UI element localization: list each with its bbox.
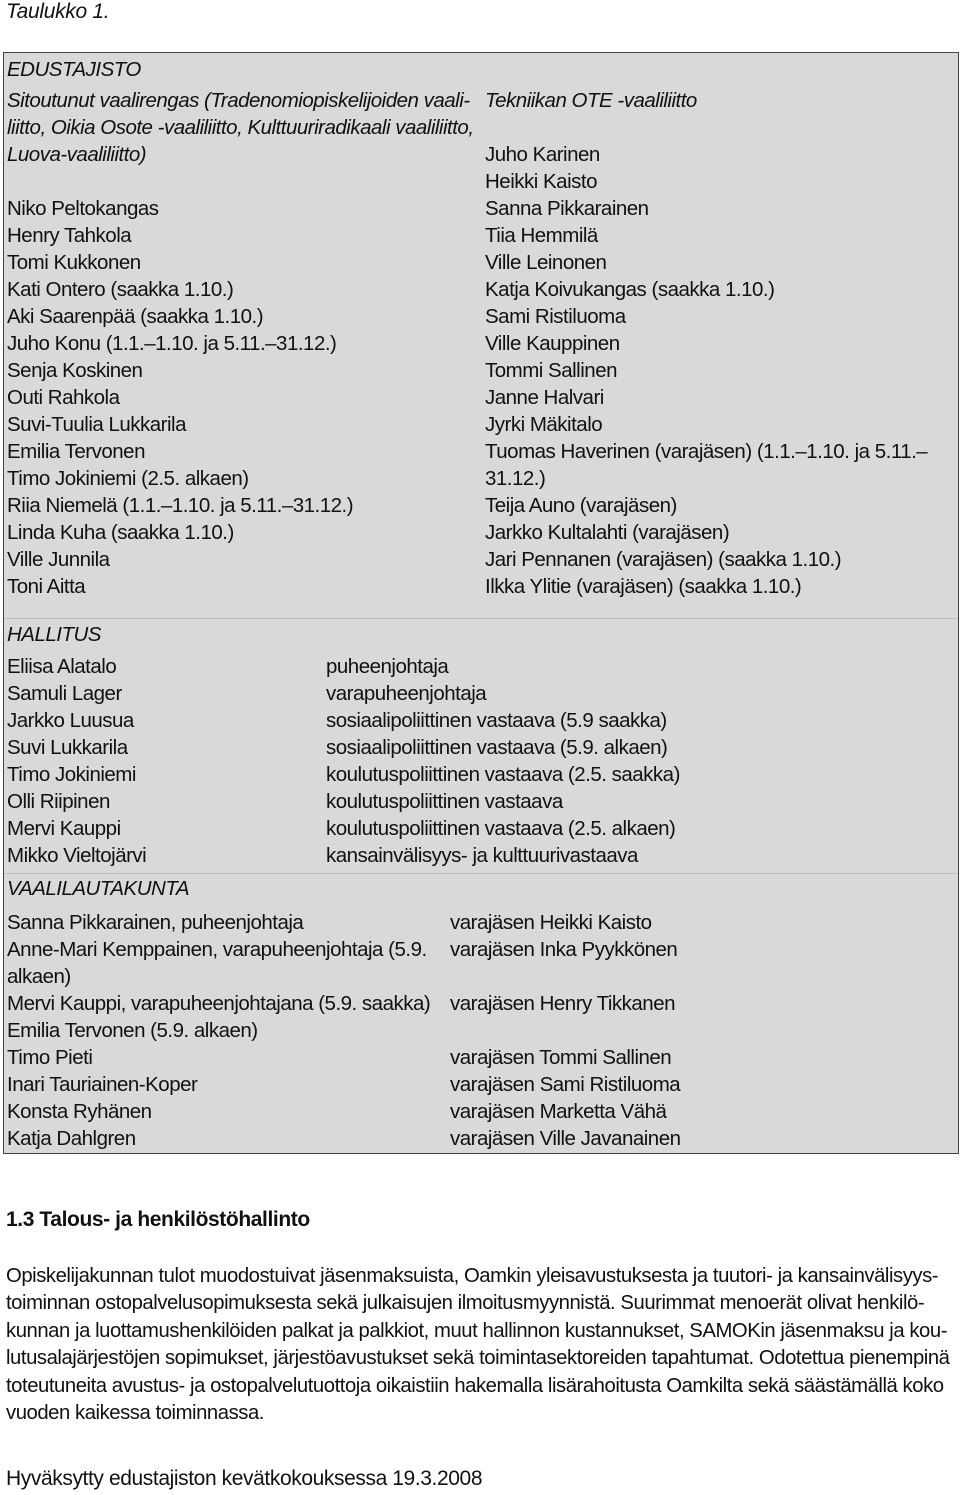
list-item: varajäsen Tommi Sallinen	[450, 1046, 672, 1069]
list-item: Jyrki Mäkitalo	[485, 413, 603, 436]
right-group-name: Tekniikan OTE -vaaliliitto	[485, 89, 697, 112]
list-item: Outi Rahkola	[7, 386, 120, 409]
row-divider	[4, 618, 958, 619]
list-item: Tommi Sallinen	[485, 359, 617, 382]
list-item: sosiaalipoliittinen vastaava (5.9 saakka)	[326, 709, 667, 732]
list-item: Tomi Kukkonen	[7, 251, 141, 274]
list-item: Timo Pieti	[7, 1046, 93, 1069]
list-item: varajäsen Sami Ristiluoma	[450, 1073, 681, 1096]
list-item: Emilia Tervonen	[7, 440, 145, 463]
list-item: Timo Jokiniemi	[7, 763, 136, 786]
left-group-name	[7, 87, 474, 168]
list-item	[450, 1017, 681, 1044]
list-item: Ville Kauppinen	[485, 332, 620, 355]
list-item: Samuli Lager	[7, 682, 122, 705]
left-group-line: liitto, Oikia Osote -vaaliliitto, Kulttuuriradikaali vaaliliitto,	[7, 116, 474, 139]
list-item: Katja Dahlgren	[7, 1127, 136, 1150]
list-item: Sanna Pikkarainen	[485, 197, 649, 220]
list-item: sosiaalipoliittinen vastaava (5.9. alkaen)	[326, 736, 668, 759]
list-item: koulutuspoliittinen vastaava (2.5. saakka)	[326, 763, 680, 786]
edustajisto-title: EDUSTAJISTO	[7, 58, 141, 81]
list-item: kansainvälisyys- ja kulttuurivastaava	[326, 844, 638, 867]
list-item: Olli Riipinen	[7, 790, 110, 813]
list-item: Ville Junnila	[7, 548, 110, 571]
list-item: Timo Jokiniemi (2.5. alkaen)	[7, 467, 249, 490]
list-item	[450, 963, 681, 990]
list-item: Ville Leinonen	[485, 251, 607, 274]
list-item: varajäsen Heikki Kaisto	[450, 911, 652, 934]
list-item: varajäsen Ville Javanainen	[450, 1127, 681, 1150]
list-item: Konsta Ryhänen	[7, 1100, 152, 1123]
list-item: Jari Pennanen (varajäsen) (saakka 1.10.)	[485, 548, 842, 571]
list-item: Juho Konu (1.1.–1.10. ja 5.11.–31.12.)	[7, 332, 337, 355]
list-item: Toni Aitta	[7, 575, 86, 598]
section-paragraph: Opiskelijakunnan tulot muodostuivat jäsenmaksuista, Oamkin yleisavustuksesta ja tuutori- ja kansainvälisyys- toiminnan ostopalvelusopimuksesta sekä julkaisujen ilmoitusmyynnistä. Suurimmat menoerät olivat henkilö- kunnan ja luottamushenkilöiden palkat ja palkkiot, muut hallinnon kustannukset, SAMOKin jäsenmaksu ja kou- lutusalajärjestöjen sopimukset, järjestöavustukset sekä toimintasektoreiden tapahtumat. Odotettua pienempinä toteutuneita avustus- ja ostopalvelutuottoja oikaistiin hakemalla lisärahoitusta Oamkilta sekä säästämällä koko vuoden kaikessa toiminnassa.	[6, 1265, 950, 1425]
list-item: Emilia Tervonen (5.9. alkaen)	[7, 1019, 258, 1042]
section-heading: 1.3 Talous- ja henkilöstöhallinto	[6, 1208, 310, 1231]
list-item: koulutuspoliittinen vastaava	[326, 790, 563, 813]
left-member-list	[7, 195, 353, 600]
list-item: koulutuspoliittinen vastaava (2.5. alkaen)	[326, 817, 676, 840]
left-group-line: Luova-vaaliliitto)	[7, 143, 147, 166]
list-item: Riia Niemelä (1.1.–1.10. ja 5.11.–31.12.)	[7, 494, 354, 517]
list-item: Mervi Kauppi, varapuheenjohtajana (5.9. saakka)	[7, 992, 431, 1015]
list-item: varajäsen Marketta Vähä	[450, 1100, 667, 1123]
list-item: Aki Saarenpää (saakka 1.10.)	[7, 305, 264, 328]
list-item: varajäsen Inka Pyykkönen	[450, 938, 678, 961]
vaalilautakunta-deputies	[450, 909, 681, 1152]
list-item: Mikko Vieltojärvi	[7, 844, 147, 867]
list-item: Ilkka Ylitie (varajäsen) (saakka 1.10.)	[485, 575, 802, 598]
list-item: puheenjohtaja	[326, 655, 449, 678]
list-item: varajäsen Henry Tikkanen	[450, 992, 676, 1015]
list-item: Suvi-Tuulia Lukkarila	[7, 413, 187, 436]
list-item: Heikki Kaisto	[485, 170, 597, 193]
organization-table	[3, 52, 959, 1154]
list-item: Henry Tahkola	[7, 224, 132, 247]
list-item: Linda Kuha (saakka 1.10.)	[7, 521, 234, 544]
list-item: Anne-Mari Kemppainen, varapuheenjohtaja (5.9.	[7, 938, 427, 961]
list-item: Juho Karinen	[485, 143, 600, 166]
list-item: Niko Peltokangas	[7, 197, 159, 220]
list-item: alkaen)	[7, 965, 71, 988]
list-item: Kati Ontero (saakka 1.10.)	[7, 278, 234, 301]
list-item: Teija Auno (varajäsen)	[485, 494, 677, 517]
list-item: Jarkko Kultalahti (varajäsen)	[485, 521, 730, 544]
list-item: varapuheenjohtaja	[326, 682, 487, 705]
list-item: Sanna Pikkarainen, puheenjohtaja	[7, 911, 304, 934]
list-item: Sami Ristiluoma	[485, 305, 626, 328]
list-item: Jarkko Luusua	[7, 709, 134, 732]
hallitus-roles	[326, 653, 680, 869]
list-item: Suvi Lukkarila	[7, 736, 128, 759]
list-item: Janne Halvari	[485, 386, 604, 409]
row-divider	[4, 873, 958, 874]
hallitus-names	[7, 653, 146, 869]
left-group-line: Sitoutunut vaalirengas (Tradenomiopiskelijoiden vaali-	[7, 89, 470, 112]
list-item: Tuomas Haverinen (varajäsen) (1.1.–1.10. ja 5.11.–	[485, 440, 928, 463]
list-item: Tiia Hemmilä	[485, 224, 598, 247]
table-caption: Taulukko 1.	[6, 0, 110, 23]
hallitus-title: HALLITUS	[7, 623, 101, 646]
approval-note: Hyväksytty edustajiston kevätkokouksessa 19.3.2008	[6, 1467, 483, 1490]
list-item: Eliisa Alatalo	[7, 655, 117, 678]
vaalilautakunta-title: VAALILAUTAKUNTA	[7, 877, 189, 900]
right-member-list	[485, 141, 927, 600]
vaalilautakunta-members	[7, 909, 430, 1152]
list-item: Mervi Kauppi	[7, 817, 121, 840]
list-item: 31.12.)	[485, 467, 546, 490]
list-item: Senja Koskinen	[7, 359, 143, 382]
list-item: Inari Tauriainen-Koper	[7, 1073, 198, 1096]
list-item: Katja Koivukangas (saakka 1.10.)	[485, 278, 775, 301]
